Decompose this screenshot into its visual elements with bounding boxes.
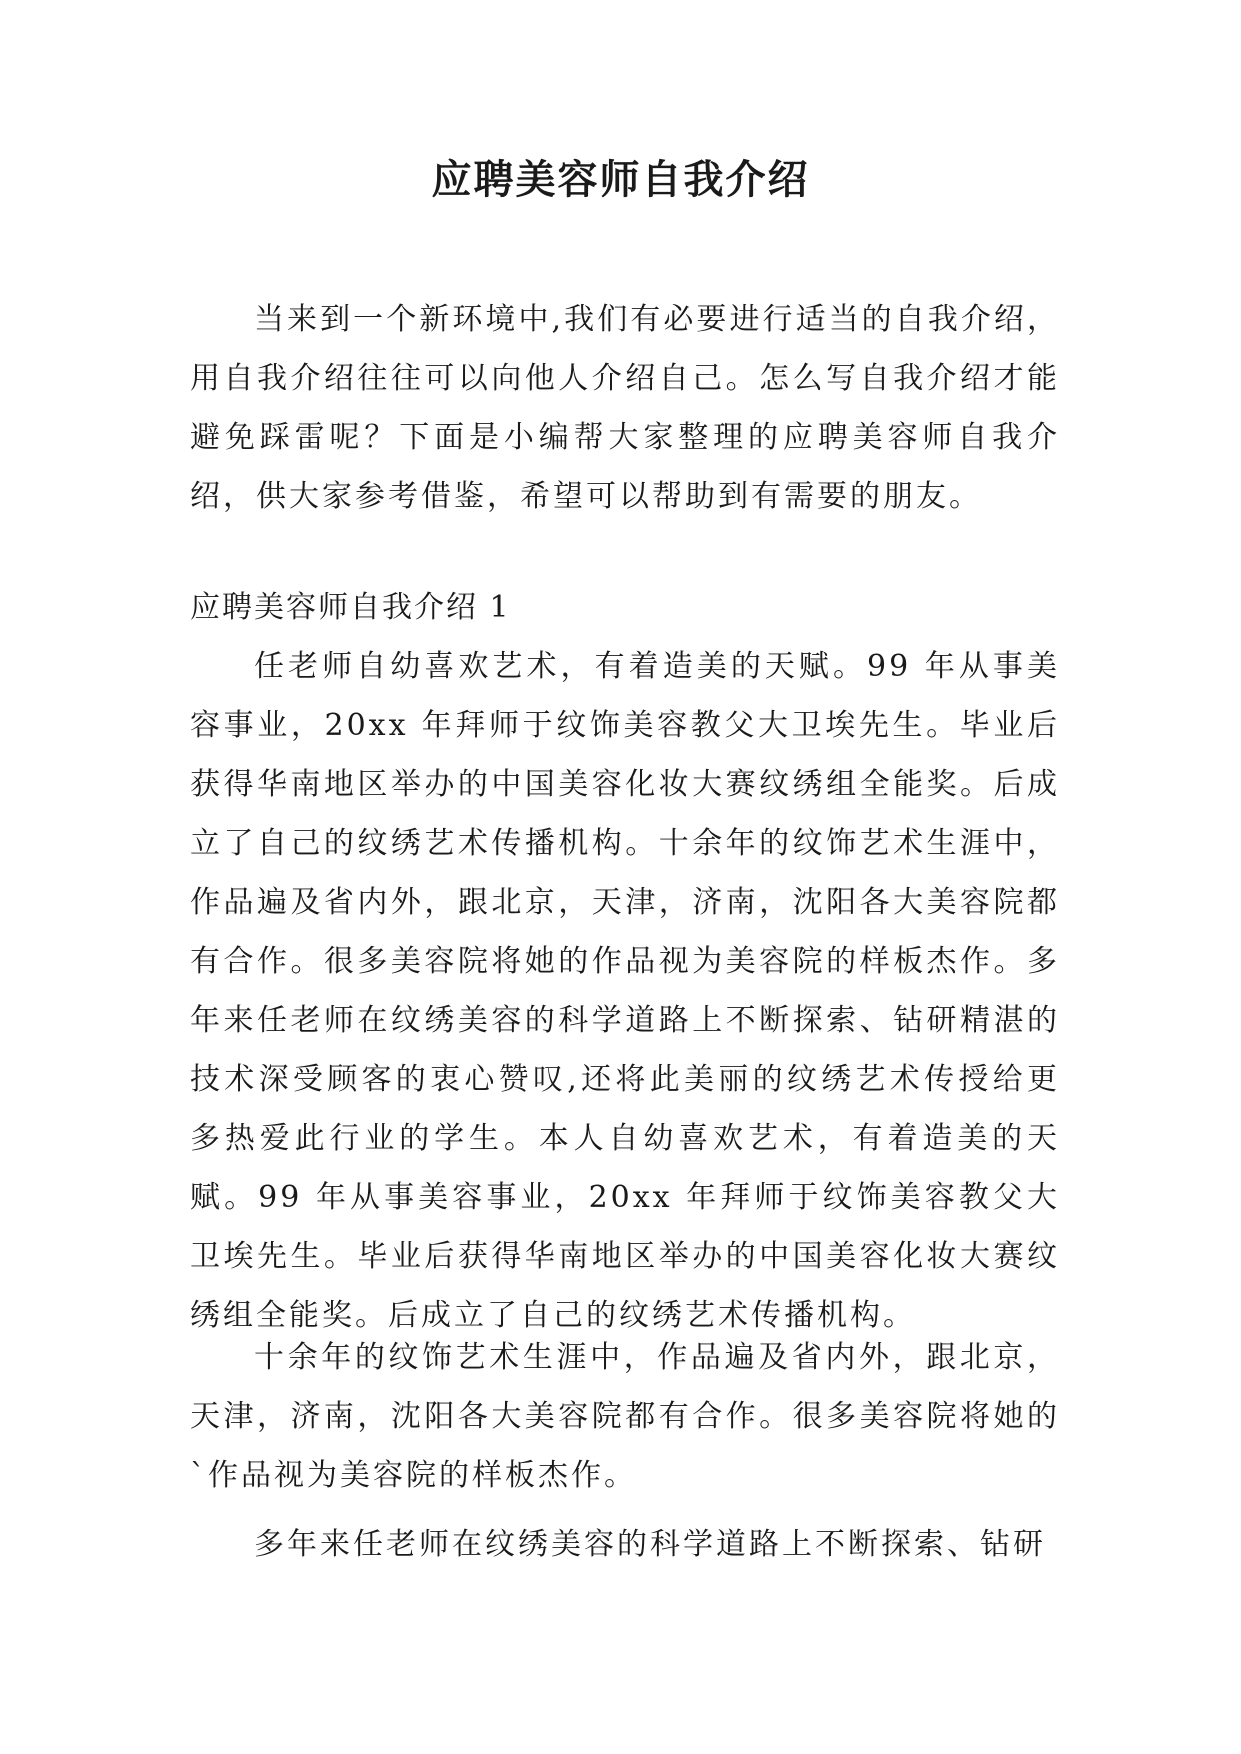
intro-paragraph: 当来到一个新环境中,我们有必要进行适当的自我介绍，用自我介绍往往可以向他人介绍自己。怎么写自我介绍才能避免踩雷呢？下面是小编帮大家整理的应聘美容师自我介绍，供大家参考借鉴，希望可以帮助到有需要的朋友。 <box>190 302 1060 514</box>
body-paragraph: 多年来任老师在纹绣美容的科学道路上不断探索、钻研 <box>254 1527 1046 1562</box>
section-heading: 应聘美容师自我介绍 1 <box>190 590 511 625</box>
document-title: 应聘美容师自我介绍 <box>431 157 810 203</box>
body-paragraph: 任老师自幼喜欢艺术，有着造美的天赋。99 年从事美容事业，20xx 年拜师于纹饰美容教父大卫埃先生。毕业后获得华南地区举办的中国美容化妆大赛纹绣组全能奖。后成立了自己的纹绣艺术传播机构。十余年的纹饰艺术生涯中，作品遍及省内外，跟北京，天津，济南，沈阳各大美容院都有合作。很多美容院将她的作品视为美容院的样板杰作。多年来任老师在纹绣美容的科学道路上不断探索、钻研精湛的技术深受顾客的衷心赞叹,还将此美丽的纹绣艺术传授给更多热爱此行业的学生。本人自幼喜欢艺术，有着造美的天赋。99 年从事美容事业，20xx 年拜师于纹饰美容教父大卫埃先生。毕业后获得华南地区举办的中国美容化妆大赛纹绣组全能奖。后成立了自己的纹绣艺术传播机构。 <box>190 649 1060 1333</box>
body-paragraph: 十余年的纹饰艺术生涯中，作品遍及省内外，跟北京，天津，济南，沈阳各大美容院都有合作。很多美容院将她的`作品视为美容院的样板杰作。 <box>190 1340 1060 1493</box>
